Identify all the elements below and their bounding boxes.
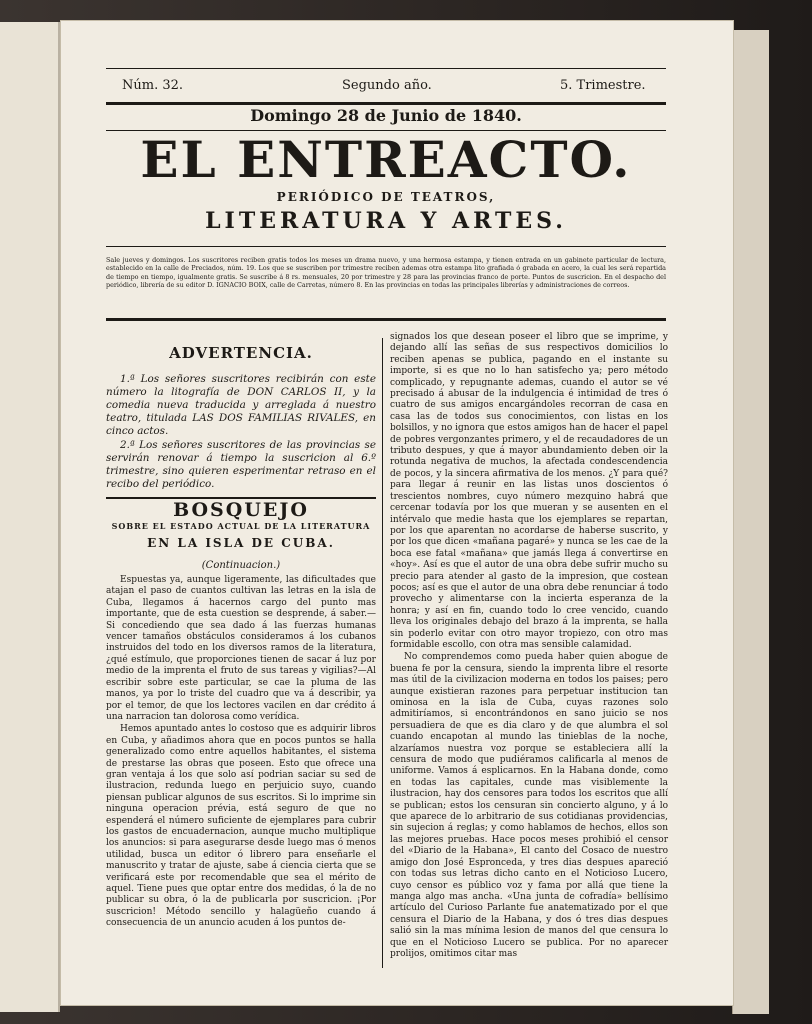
masthead-subtitle-2: LITERATURA Y ARTES. xyxy=(205,208,567,234)
article-paragraph: Hemos apuntado antes lo costoso que es adquirir libros en Cuba, y añadimos ahora que en pocos puntos se halla generalizado como entre aquellos habitantes, el sistema de prestarse las obras que poseen. Esto que ofrece una gran ventaja á los que solo así podrian saciar su sed de ilustracion, redunda luego en perjuicio suyo, cuando piensan publicar algunos de sus escritos. Si lo imprime sin ninguna operacion prévia, está seguro de que no espenderá el número suficiente de ejemplares para cubrir los gastos de encuadernacion, aunque mucho multiplique los anuncios: si para asegurarse desde luego mas ó menos utilidad, busca un editor ó librero para enseñarle el manuscrito y tratar de ajuste, sabe á ciencia cierta que se verificará este por recomendable que sea el mérito de aquel. Tiene pues que optar entre dos medidas, ó la de no publicar su obra, ó la de publicarla por suscricion. ¡Por suscricion! Método sencillo y halagüeño cuando á consecuencia de un anuncio acuden á los puntos de- xyxy=(106,724,376,929)
advertencia-item: 1.ª Los señores suscritores recibirán con este número la litografía de DON CARLOS II, y la comedia nueva traducida y arreglada á nuestro teatro, titulada LAS DOS FAMILIAS RIVALES, en cinco actos. xyxy=(106,373,376,438)
page-stack-edge xyxy=(732,30,769,1014)
adjacent-page-edge xyxy=(0,22,60,1012)
masthead-subtitle: PERIÓDICO DE TEATROS, xyxy=(276,190,496,204)
article-paragraph: No comprendemos como pueda haber quien abogue de buena fe por la censura, siendo la imprenta libre el resorte mas útil de la civilizacion moderna en todos los paises; pero aunque existieran razones para perpetuar institucion tan ominosa en la isla de Cuba, cuyas razones solo admitiríamos, si encontrándonos en sano juicio se nos persuadiera de que es dia claro y de que alumbra el sol cuando encapotan al mundo las tinieblas de la noche, alzaríamos nuestra voz porque se estableciera allí la censura de modo que pudiéramos calificarla al menos de uniforme. Vamos á esplicarnos. En la Habana donde, como en todas las capitales, cunde mas visiblemente la ilustracion, hay dos censores para todos los escritos que allí se publican; estos los censuran sin concierto alguno, y á lo que aparece de lo arbitrario de sus cotidianas providencias, sin sujecion á reglas; y como hablamos de hechos, ellos son las mejores pruebas. Hace pocos meses prohibió el censor del «Diario de la Habana», El canto del Cosaco de nuestro amigo don José Espronceda, y tres dias despues apareció con todas sus letras dicho canto en el Noticioso Lucero, cuyo censor es público voz y fama por allá que tiene la manga algo mas ancha. «Una junta de cofradía» bellísimo artículo del Curioso Parlante fue anatematizado por el que censura el Diario de la Habana, y dos ó tres dias despues salió sin la mas mínima lesion de manos del que censura lo que en el Noticioso Lucero se publica. Por no aparecer prolijos, omitimos citar mas xyxy=(390,652,668,959)
issue-date: Domingo 28 de Junio de 1840. xyxy=(250,106,522,125)
bosquejo-subtitle: SOBRE EL ESTADO ACTUAL DE LA LITERATURA xyxy=(111,520,371,531)
article-paragraph: signados los que desean poseer el libro que se imprime, y dejando allí las señas de sus respectivos domicilios lo reciben apenas se publica, pagando en el instante su importe, si es que no lo han satisfecho ya; pero método complicado, y repugnante ademas, cuando el autor se vé precisado á abusar de la indulgencia é intimidad de tres ó cuatro de sus amigos encargándoles recorran de casa en casa las de todos sus conocimientos, con listas en los bolsillos, y no ignora que estos amigos han de hacer el papel de pobres vergonzantes primero, y el de recaudadores de un tributo despues, y que á mayor abundamiento deben oir la rotunda negativa de muchos, la afectada condescendencia de pocos, y la sincera afirmativa de los menos. ¿Y para qué? para llegar á reunir en las listas unos doscientos ó trescientos nombres, cuyo número mezquino habrá que cercenar todavía por los que mueran y se ausenten en el intérvalo que medie hasta que los ejemplares se repartan, por los que aparentan no acordarse de haberse suscrito, y por los que dicen «mañana pagaré» y nunca se les cae de la boca ese fatal «mañana» que jamás llega á convertirse en «hoy». Así es que el autor de una obra debe sufrir mucho su precio para atender al gasto de la impresion, que costean pocos; así es que el autor de una obra debe renunciar á todo provecho y alimentarse con la incierta esperanza de la honra; y así en fin, cuando todo lo cree vencido, cuando lleva los originales debajo del brazo á la imprenta, se halla sin poderlo evitar con otro mayor tropiezo, con otro mas formidable escollo, con otra mas sensible calamidad. xyxy=(390,332,669,650)
issue-number: Núm. 32. xyxy=(122,78,184,93)
header-rule xyxy=(106,102,666,105)
advertencia-title: ADVERTENCIA. xyxy=(169,344,313,362)
newspaper-page xyxy=(60,20,734,1006)
left-column xyxy=(106,344,376,931)
subscription-notice: Sale jueves y domingos. Los suscritores reciben gratis todos los meses un drama nuevo, y una hermosa estampa, y tienen entrada en un gabinete particular de lectura, establecido en la calle de Preciados, núm. 19. Los que se suscriben por trimestre reciben ademas otra estampa lito grafiada ó grabada en acero, la cual les será repartida de tiempo en tiempo, igualmente gratis. Se suscribe á 8 rs. mensuales, 20 por trimestre y 28 para las provincias franco de porte. Puntos de suscricion. En el despacho del periódico, librería de su editor D. IGNACIO BOIX, calle de Carretas, número 8. En las provincias en todas las principales librerías y administraciones de correos. xyxy=(106,256,666,290)
issue-year: Segundo año. xyxy=(342,78,432,93)
masthead-rule xyxy=(106,246,666,247)
bosquejo-title: BOSQUEJO xyxy=(173,499,309,522)
notice-rule xyxy=(106,318,666,321)
column-divider xyxy=(382,338,383,968)
bosquejo-subtitle-2: EN LA ISLA DE CUBA. xyxy=(147,536,335,551)
masthead-title: EL ENTREACTO. xyxy=(140,130,632,189)
issue-header xyxy=(108,78,664,98)
top-rule xyxy=(106,68,666,69)
advertencia-item: 2.ª Los señores suscritores de las provincias se servirán renovar á tiempo la suscricion al 6.º trimestre, sino quieren esperimentar retraso en el recibo del periódico. xyxy=(106,439,376,491)
issue-trimester: 5. Trimestre. xyxy=(560,78,646,93)
article-paragraph: Espuestas ya, aunque ligeramente, las dificultades que atajan el paso de cuantos cultivan las letras en la isla de Cuba, llegamos á hacernos cargo del punto mas importante, que de esta cuestion se desprende, á saber.—Si concediendo que sea dado á las fuerzas humanas vencer tamaños obstáculos consideramos á los cubanos instruidos del todo en los diversos ramos de la literatura, ¿qué estímulo, que proporciones tienen de sacar á luz por medio de la imprenta el fruto de sus tareas y vigilias?—Al escribir sobre este particular, se cae la pluma de las manos, ya por lo triste del cuadro que va á describir, ya por el temor, de que los lectores vacilen en dar crédito á una narracion tan dolorosa como verídica. xyxy=(106,575,376,722)
continuation-label: (Continuacion.) xyxy=(201,559,281,571)
right-column xyxy=(390,332,668,961)
